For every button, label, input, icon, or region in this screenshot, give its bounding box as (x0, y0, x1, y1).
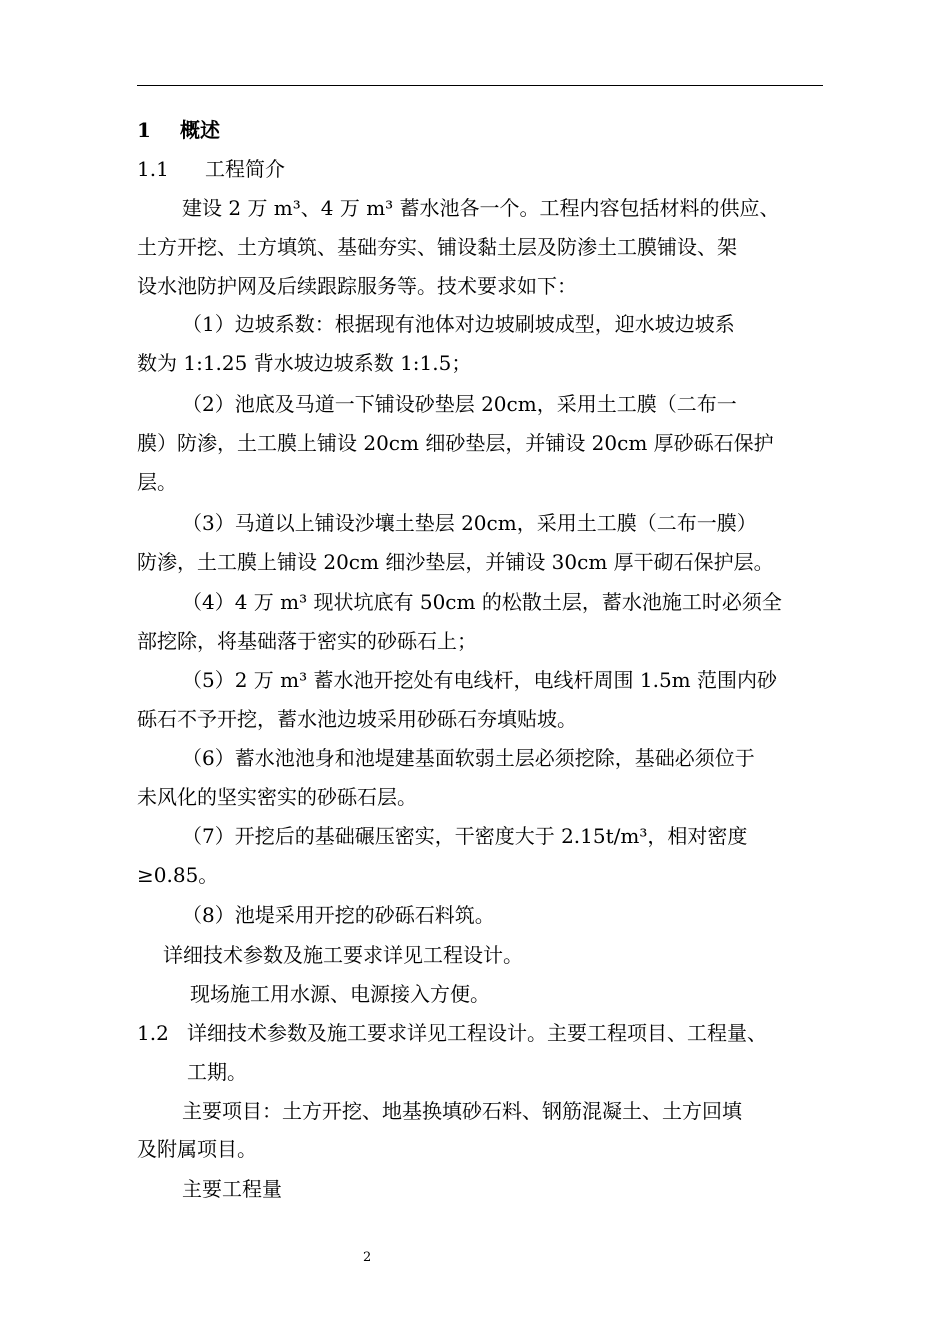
requirement-line: （1）边坡系数：根据现有池体对边坡刷坡成型，迎水坡边坡系 (182, 312, 735, 336)
subsection-1-2-title: 详细技术参数及施工要求详见工程设计。主要工程项目、工程量、 (187, 1021, 767, 1045)
requirement-line: （8）池堤采用开挖的砂砾石料筑。 (182, 903, 495, 927)
note-utilities: 现场施工用水源、电源接入方便。 (190, 982, 490, 1006)
requirement-line: 未风化的坚实密实的砂砾石层。 (137, 785, 417, 809)
requirement-line: 砾石不予开挖，蓄水池边坡采用砂砾石夯填贴坡。 (137, 707, 577, 731)
main-items-line: 主要项目：土方开挖、地基换填砂石料、钢筋混凝土、土方回填 (182, 1099, 742, 1123)
requirement-line: （6）蓄水池池身和池堤建基面软弱土层必须挖除，基础必须位于 (182, 746, 755, 770)
subsection-1-2-title-continued: 工期。 (187, 1060, 247, 1084)
requirement-line: 膜）防渗，土工膜上铺设 20cm 细砂垫层，并铺设 20cm 厚砂砾石保护 (137, 431, 774, 455)
requirement-line: （5）2 万 m³ 蓄水池开挖处有电线杆，电线杆周围 1.5m 范围内砂 (182, 668, 777, 692)
page-number: 2 (363, 1250, 372, 1265)
requirement-line: （7）开挖后的基础碾压密实，干密度大于 2.15t/m³，相对密度 (182, 824, 748, 848)
requirement-line: 部挖除，将基础落于密实的砂砾石上； (137, 629, 477, 653)
section-number: 1 (137, 118, 151, 142)
intro-line: 设水池防护网及后续跟踪服务等。技术要求如下： (137, 274, 577, 298)
subsection-1-1-number: 1.1 (137, 157, 169, 181)
requirement-line: 数为 1:1.25 背水坡边坡系数 1:1.5； (137, 351, 472, 375)
section-title: 概述 (180, 118, 220, 142)
requirement-line: （3）马道以上铺设沙壤土垫层 20cm，采用土工膜（二布一膜） (182, 511, 757, 535)
requirement-line: （4）4 万 m³ 现状坑底有 50cm 的松散土层，蓄水池施工时必须全 (182, 590, 782, 614)
intro-line: 土方开挖、土方填筑、基础夯实、铺设黏土层及防渗土工膜铺设、架 (137, 235, 737, 259)
intro-line: 建设 2 万 m³、4 万 m³ 蓄水池各一个。工程内容包括材料的供应、 (182, 196, 780, 220)
header-rule (137, 85, 823, 86)
requirement-line: （2）池底及马道一下铺设砂垫层 20cm，采用土工膜（二布一 (182, 392, 737, 416)
subsection-1-1-title: 工程简介 (205, 157, 285, 181)
requirement-line: 层。 (137, 470, 177, 494)
requirement-line: ≥0.85。 (137, 863, 219, 887)
subsection-1-2-number: 1.2 (137, 1021, 169, 1045)
note-details: 详细技术参数及施工要求详见工程设计。 (163, 943, 523, 967)
main-items-line: 及附属项目。 (137, 1137, 257, 1161)
main-quantities-heading: 主要工程量 (182, 1177, 282, 1201)
requirement-line: 防渗，土工膜上铺设 20cm 细沙垫层，并铺设 30cm 厚干砌石保护层。 (137, 550, 774, 574)
